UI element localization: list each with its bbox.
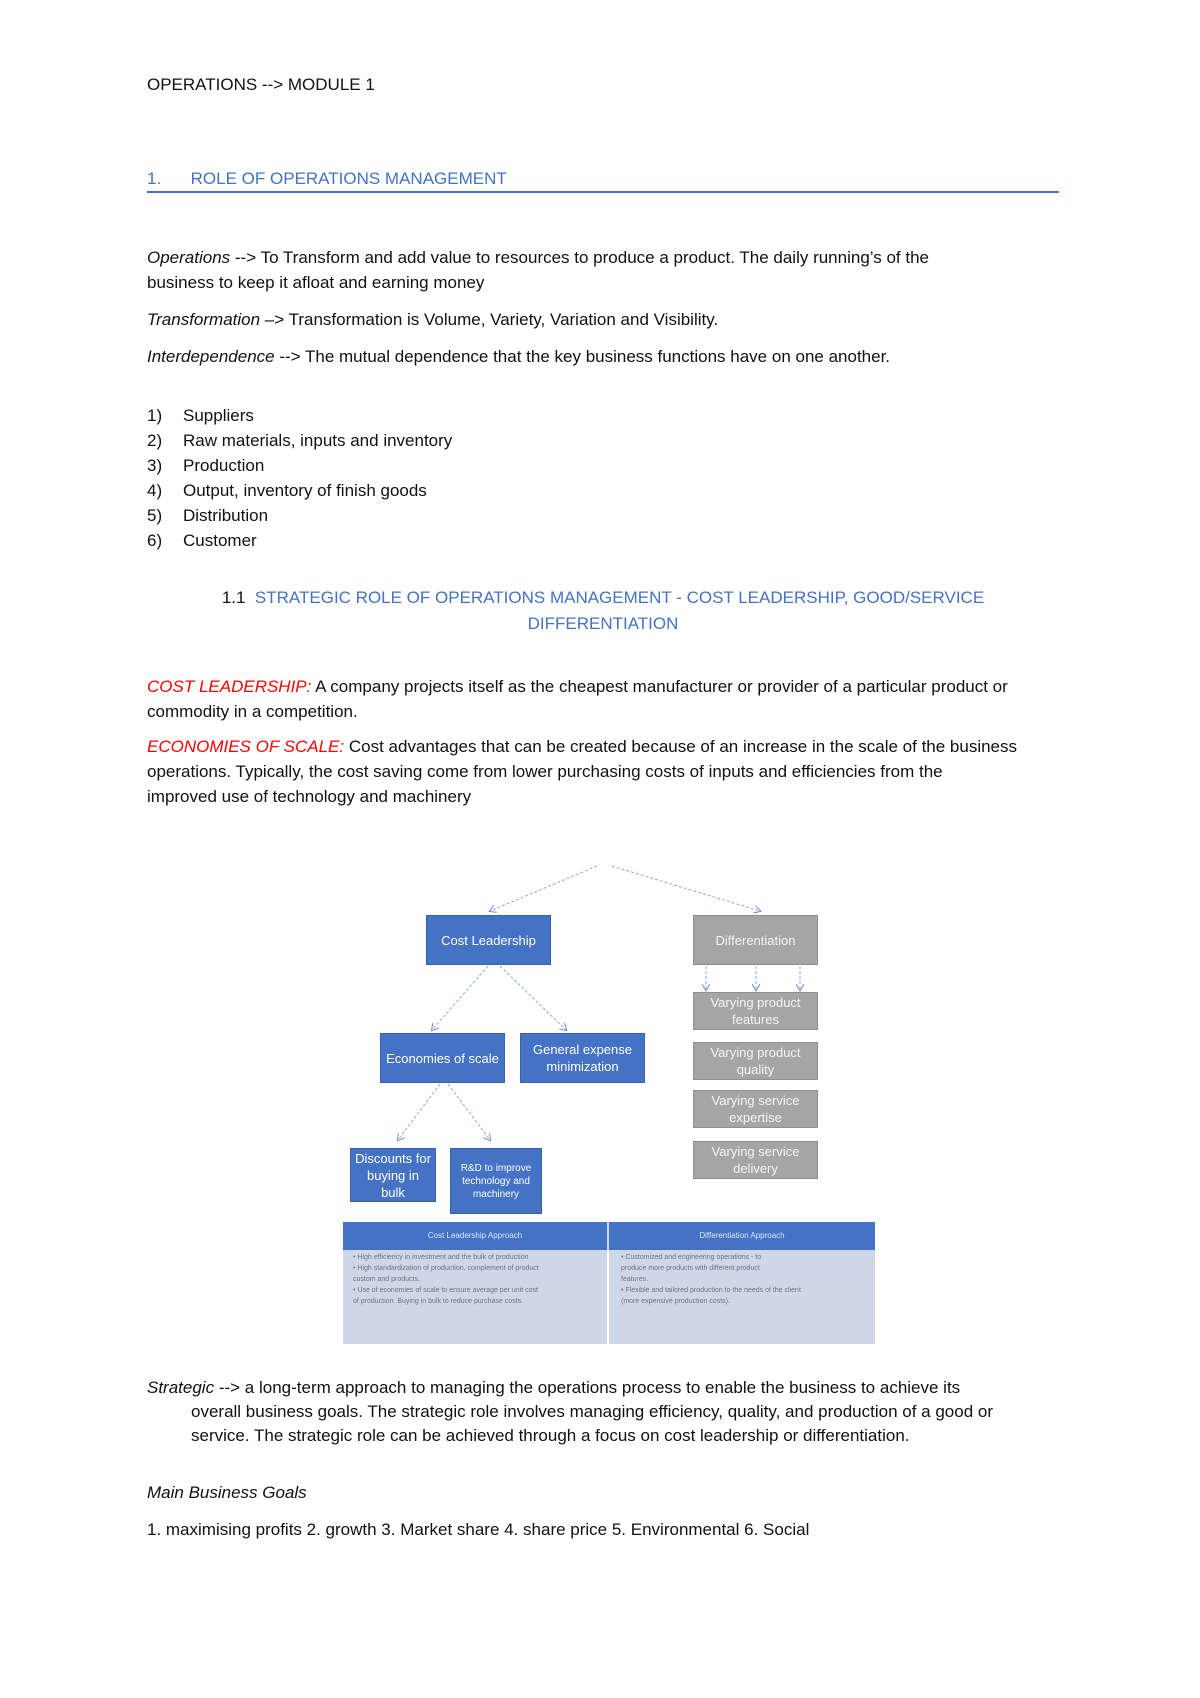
connector-arrow [500, 966, 566, 1030]
rnd-box: R&D to improve technology and machinery [450, 1148, 542, 1214]
list-item: 1) Suppliers [147, 406, 254, 425]
table-header-differentiation: Differentiation Approach [609, 1222, 875, 1250]
table-cell-differentiation: • Customized and engineering operations - to produce more products with different product features. • Flexible and tailored production to the needs of the client (more expensive production costs). [621, 1254, 801, 1305]
list-item: 6) Customer [147, 531, 257, 550]
diff-item-box: Varying service expertise [693, 1090, 818, 1128]
connector-arrow [448, 1084, 490, 1140]
economies-of-scale-box: Economies of scale [380, 1033, 505, 1083]
table-cell-cost: • High efficiency in investment and the bulk of production • High standardization of production, complement of product custom and products. • Use of economies of scale to ensure average per unit cost of production. Buying in bulk to reduce purchase costs. [353, 1254, 539, 1305]
diff-item-box: Varying product features [693, 992, 818, 1030]
interdependence-text: The mutual dependence that the key business functions have on one another. [305, 347, 891, 366]
list-item: 2) Raw materials, inputs and inventory [147, 431, 453, 450]
strategic-term: Strategic [147, 1378, 215, 1397]
discounts-box: Discounts for buying in bulk [350, 1148, 436, 1202]
section-1-1-heading [147, 585, 1059, 637]
transformation-term: Transformation [147, 310, 261, 329]
operations-definition: Operations --> To Transform and add value to resources to produce a product. The daily running’s of the business to keep it afloat and earning money [147, 245, 1077, 295]
section-1-number: 1. [147, 169, 162, 188]
cost-leadership-box: Cost Leadership [426, 915, 551, 965]
transformation-definition: Transformation –> Transformation is Volume, Variety, Variation and Visibility. [147, 310, 719, 329]
goals-title: Main Business Goals [147, 1483, 307, 1502]
section-1-1-number: 1.1 [221, 588, 246, 607]
connector-arrow [398, 1084, 440, 1140]
transformation-text: Transformation is Volume, Variety, Variation and Visibility. [288, 310, 719, 329]
economies-of-scale-definition: ECONOMIES OF SCALE: Cost advantages that can be created because of an increase in the scale of the business operations. Typically, the cost saving come from lower purchasing costs of inputs and efficiencies from the improved use of technology and machinery [147, 737, 1018, 806]
section-1-1-title-line2: DIFFERENTIATION [527, 614, 679, 633]
cost-leadership-term: COST LEADERSHIP: [147, 677, 312, 696]
heading-rule [147, 191, 1059, 193]
cost-leadership-definition: COST LEADERSHIP: A company projects itself as the cheapest manufacturer or provider of a particular product or commodity in a competition. [147, 677, 1008, 721]
economies-of-scale-term: ECONOMIES OF SCALE: [147, 737, 345, 756]
page-header: OPERATIONS --> MODULE 1 [147, 75, 375, 94]
interdependence-definition: Interdependence --> The mutual dependence that the key business functions have on one another. [147, 347, 891, 366]
list-item: 4) Output, inventory of finish goods [147, 481, 427, 500]
strategic-definition: Strategic --> a long-term approach to managing the operations process to enable the business to achieve its overall business goals. The strategic role involves managing efficiency, quality, and production of a good or service. The strategic role can be achieved through a focus on cost leadership or differentiation. [147, 1378, 993, 1445]
diff-item-box: Varying service delivery [693, 1141, 818, 1179]
operations-text: To Transform and add value to resources to produce a product. The daily running’s of the [260, 248, 929, 267]
list-item: 5) Distribution [147, 506, 269, 525]
general-expense-box: General expense minimization [520, 1033, 645, 1083]
connector-arrow [612, 866, 760, 911]
goals-list: 1. maximising profits 2. growth 3. Market share 4. share price 5. Environmental 6. Social [147, 1520, 810, 1539]
operations-text-line2: business to keep it afloat and earning money [147, 273, 485, 292]
connector-arrow [432, 966, 488, 1030]
list-item: 3) Production [147, 456, 265, 475]
table-header-cost: Cost Leadership Approach [343, 1222, 607, 1250]
interdependence-term: Interdependence [147, 347, 275, 366]
section-1-1-title: STRATEGIC ROLE OF OPERATIONS MANAGEMENT - COST LEADERSHIP, GOOD/SERVICE [254, 588, 985, 607]
diff-item-box: Varying product quality [693, 1042, 818, 1080]
operations-term: Operations [147, 248, 231, 267]
supply-chain-list [147, 403, 452, 553]
section-1-heading [147, 166, 507, 191]
connector-arrow [490, 866, 597, 911]
differentiation-box: Differentiation [693, 915, 818, 965]
section-1-title: ROLE OF OPERATIONS MANAGEMENT [190, 169, 507, 188]
approach-table [343, 1222, 875, 1344]
